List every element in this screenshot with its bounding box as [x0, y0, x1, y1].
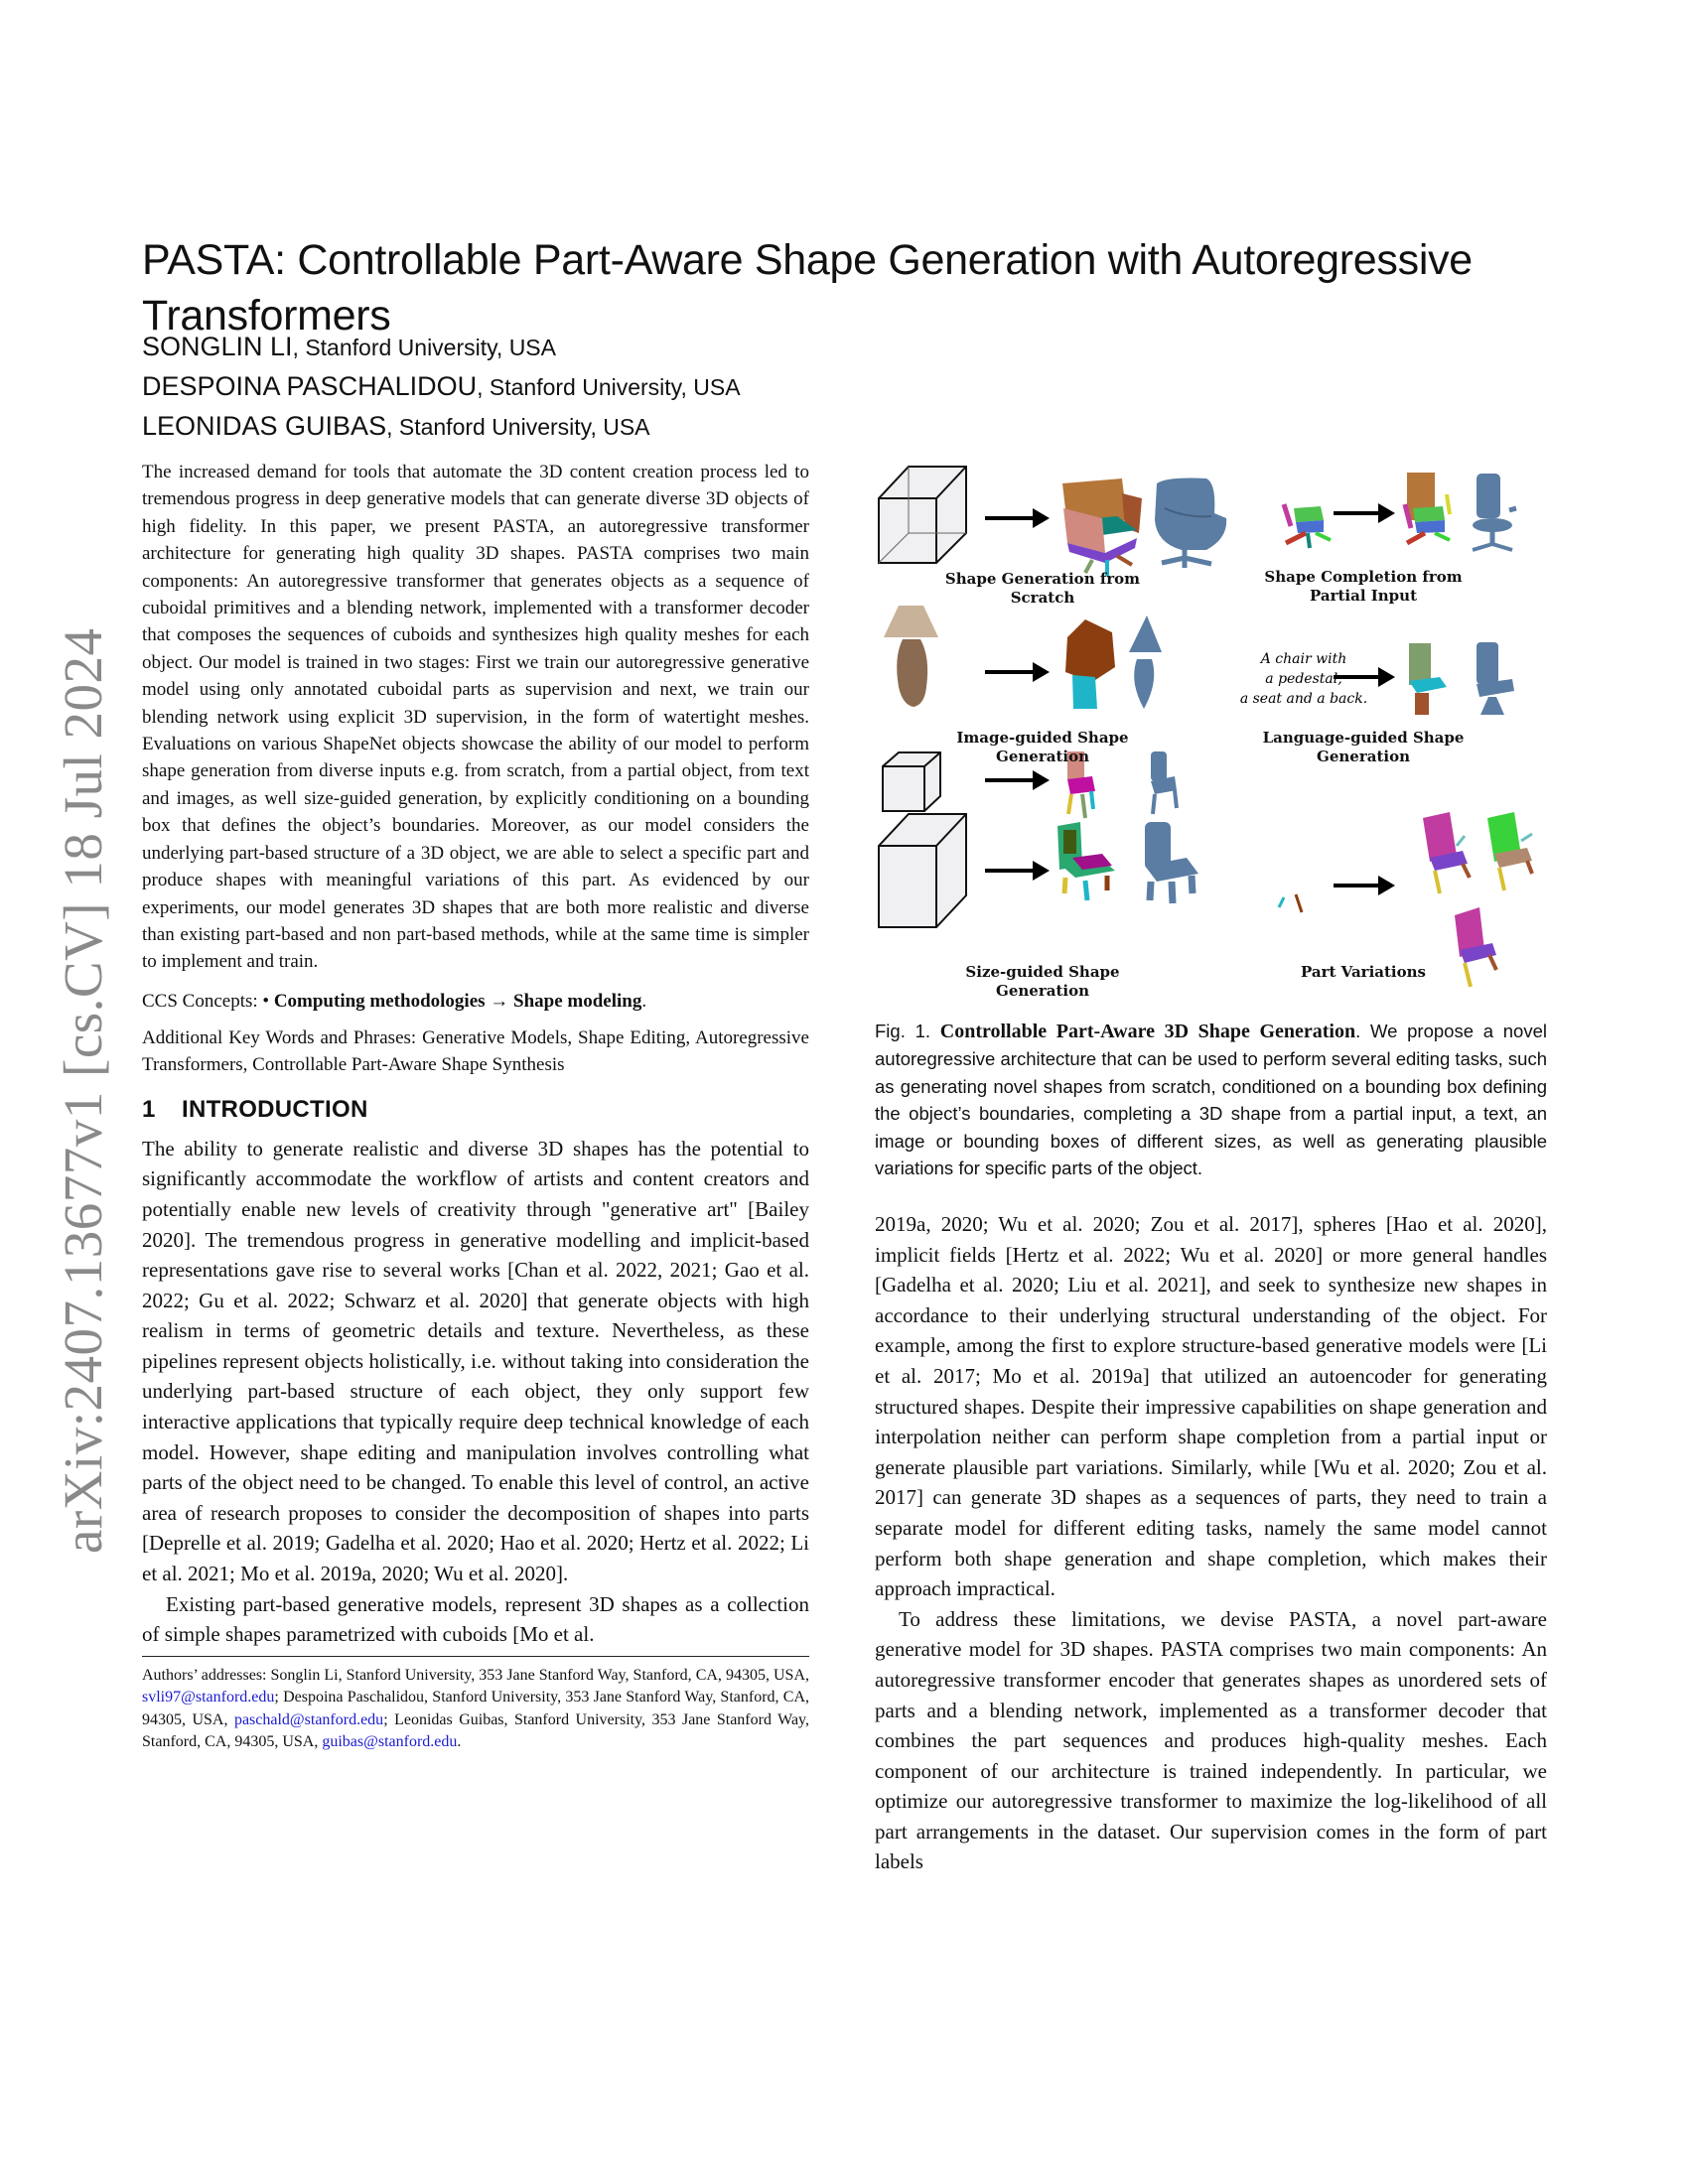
mesh-office-chair: [1473, 474, 1516, 550]
bounding-box-icon-large: [879, 814, 966, 927]
paragraph: 2019a, 2020; Wu et al. 2020; Zou et al. 2017], spheres [Hao et al. 2020], implicit fields [Hertz et al. 2022; Wu et al. 2020] or more general handles [Gadelha et al. 2020; Liu et al. 2021], and seek to synthesize new shapes in accordance to their underlying structural understanding of the object. For example, among the first to explore structure-based generative models were [Li et al. 2017; Mo et al. 2019a] that utilized an autoencoder for generating structured shapes. Despite their impressive capabilities on shape generation and interpolation neither can perform shape completion from a partial input or generate plausible part variations. Similarly, while [Wu et al. 2020; Zou et al. 2017] can generate 3D shapes as a sequences of parts, they need to train a separate model for different editing tasks, namely the same model cannot perform both shape generation and shape completion, which makes their approach impractical.: [875, 1212, 1547, 1601]
mesh-pedestal-chair: [1477, 642, 1514, 715]
paper-title: PASTA: Controllable Part-Aware Shape Generation with Autoregressive Transformers: [142, 235, 1473, 340]
label-line: Shape Generation from: [944, 570, 1141, 588]
author-entry: [142, 407, 741, 447]
arxiv-identifier-stamp: arXiv:2407.13677v1 [cs.CV] 18 Jul 2024: [53, 627, 113, 1554]
panel-label-image-guided: [928, 729, 1157, 766]
part-pedestal-chair: [1409, 643, 1447, 715]
author-affiliation: , Stanford University, USA: [292, 335, 556, 360]
completed-part-chair: [1405, 473, 1450, 543]
left-column: [142, 459, 809, 1754]
label-line: Image-guided Shape: [956, 729, 1129, 747]
ccs-label: CCS Concepts: •: [142, 990, 274, 1012]
caption-title: Controllable Part-Aware 3D Shape Generation: [939, 1021, 1356, 1042]
figure-illustration: [869, 449, 1554, 1005]
author-entry: [142, 328, 741, 367]
arrow-icon: [985, 861, 1050, 881]
paragraph: To address these limitations, we devise PASTA, a novel part-aware generative model for 3D shapes. PASTA comprises two main components: An autoregressive transformer encoder that generates shapes as unordered sets of parts and a blending network, implemented as a transformer decoder that combines the part sequences and produces high-quality meshes. Each component of our architecture is trained independently. In particular, we optimize our autoregressive transformer to maximize the log-likelihood of all part arrangements in the dataset. Our supervision comes in the form of part labels: [875, 1606, 1547, 1874]
arrow-icon: [1334, 667, 1395, 687]
mesh-lamp: [1129, 615, 1162, 709]
email-link[interactable]: svli97@stanford.edu: [142, 1689, 275, 1706]
label-line: Generation: [996, 748, 1089, 765]
caption-prefix: Fig. 1.: [875, 1021, 940, 1041]
input-parts: [1279, 894, 1302, 912]
footnote-text: ; Leonidas Guibas, Stanford University, 353 Jane Stanford Way, Stanford, CA, 94305, USA,: [142, 1710, 810, 1751]
label-line: Generation: [1317, 748, 1410, 765]
email-link[interactable]: guibas@stanford.edu: [322, 1733, 458, 1751]
label-line: Scratch: [1010, 589, 1075, 607]
label-line: Partial Input: [1309, 587, 1417, 605]
section-heading-introduction: [142, 1094, 809, 1126]
author-name: DESPOINA PASCHALIDOU: [142, 371, 478, 401]
ccs-concepts: [142, 988, 809, 1015]
panel-label-completion: [1244, 568, 1482, 606]
section-number: 1: [142, 1095, 156, 1123]
section-title: INTRODUCTION: [182, 1095, 368, 1123]
arrow-icon: [1334, 876, 1395, 895]
part-chair-armchair: [1062, 478, 1142, 576]
arrow-icon: [985, 508, 1050, 528]
lamp-photo: [884, 606, 938, 707]
paragraph: Existing part-based generative models, represent 3D shapes as a collection of simple shapes parametrized with cuboids [Mo et al.: [142, 1591, 809, 1647]
mesh-chair-large: [1145, 822, 1198, 903]
author-name: LEONIDAS GUIBAS: [142, 411, 387, 441]
mesh-chair-armchair: [1155, 478, 1226, 568]
caption-text: . We propose a novel autoregressive architecture that can be used to perform several editing tasks, such as generating novel shapes from scratch, conditioned on a bounding box defining the object’s boundaries, completing a 3D shape from a partial input, a text, an image or bounding boxes of different sizes, as well as generating plausible variations for specific parts of the object.: [875, 1021, 1547, 1179]
bounding-box-icon: [879, 467, 966, 563]
arrow-icon: [985, 662, 1050, 682]
keywords: Additional Key Words and Phrases: Generative Models, Shape Editing, Autoregressive Transformers, Controllable Part-Aware Shape Synthesis: [142, 1026, 809, 1075]
author-affiliation: , Stanford University, USA: [386, 414, 650, 440]
part-variation-chair: [1487, 812, 1532, 890]
footnote-text: .: [457, 1733, 462, 1751]
footnote-text: Authors’ addresses: Songlin Li, Stanford University, 353 Jane Stanford Way, Stanford, CA, 94305, USA,: [142, 1666, 809, 1684]
author-list: [142, 328, 741, 447]
introduction-left-body: [142, 1134, 809, 1650]
footnote-divider: [142, 1656, 809, 1657]
author-addresses-footnote: [142, 1665, 809, 1754]
introduction-right-body: [875, 1209, 1547, 1877]
label-line: Generation: [996, 982, 1089, 1000]
part-chair-large: [1057, 822, 1115, 900]
author-name: SONGLIN LI: [142, 332, 293, 361]
panel-label-part-variations: [1244, 963, 1482, 982]
label-line: Shape Completion from: [1264, 568, 1463, 586]
email-link[interactable]: paschald@stanford.edu: [233, 1710, 384, 1728]
panel-label-size-guided: [928, 963, 1157, 1001]
ccs-end: .: [641, 990, 647, 1012]
abstract-text: The increased demand for tools that automate the 3D content creation process led to tremendous progress in deep generative models that can generate diverse 3D objects of high fidelity. In this paper, we present PASTA, an autoregressive transformer architecture for generating high quality 3D shapes. PASTA comprises two main components: An autoregressive transformer that generates objects as a sequence of cuboidal primitives and a blending network, implemented with a transformer decoder that composes the sequences of cuboids and synthesizes high quality meshes for each object. Our model is trained in two stages: First we train our autoregressive generative model using only annotated cuboidal parts as supervision and next, we train our blending network using explicit 3D supervision, in the form of watertight meshes. Evaluations on various ShapeNet objects showcase the ability of our model to perform shape generation from diverse inputs e.g. from scratch, from a partial object, from text and images, as well size-guided generation, by explicitly conditioning on a bounding box that defines the object’s boundaries. Moreover, as our model considers the underlying part-based structure of a 3D object, we are able to select a specific part and produce shapes with meaningful variations of this part. As evidenced by our experiments, our model generates 3D shapes that are both more realistic and diverse than existing part-based and non part-based methods, while at the same time is simpler to implement and train.: [142, 462, 809, 973]
panel-label-scratch: [928, 570, 1157, 608]
label-line: Size-guided Shape: [965, 963, 1120, 981]
arrow-icon: [1334, 503, 1395, 523]
text-prompt-line: a seat and a back.: [1239, 691, 1368, 707]
text-prompt-line: A chair with: [1260, 651, 1347, 667]
label-line: Part Variations: [1301, 963, 1426, 981]
footnote-text: ; Despoina Paschalidou, Stanford University, 353 Jane Stanford Way, Stanford, CA, 94305, USA,: [142, 1689, 809, 1728]
part-variation-chair: [1423, 812, 1470, 893]
figure-caption: [875, 1018, 1547, 1181]
arrow-icon: [985, 770, 1050, 790]
author-affiliation: , Stanford University, USA: [477, 374, 741, 400]
author-entry: [142, 367, 741, 407]
ccs-concept: Computing methodologies → Shape modeling: [273, 990, 642, 1012]
figure-1-teaser: [869, 449, 1554, 1005]
paragraph: The ability to generate realistic and diverse 3D shapes has the potential to significantly accommodate the workflow of artists and content creators and potentially enable new levels of creativity through "generative art" [Bailey 2020]. The tremendous progress in generative modelling and implicit-based representations gave rise to several works [Chan et al. 2022, 2021; Gao et al. 2022; Gu et al. 2022; Schwarz et al. 2020] that generate objects with high realism in terms of geometric details and texture. Nevertheless, as these pipelines represent objects holistically, i.e. without taking into consideration the underlying part-based structure of each object, they only support few interactive applications that typically require deep technical knowledge of each model. However, shape editing and manipulation involves controlling what parts of the object need to be changed. To enable this level of control, an active area of research proposes to consider the decomposition of shapes into parts [Deprelle et al. 2019; Gadelha et al. 2020; Hao et al. 2020; Hertz et al. 2022; Li et al. 2021; Mo et al. 2019a, 2020; Wu et al. 2020].: [142, 1136, 809, 1586]
label-line: Language-guided Shape: [1262, 729, 1465, 747]
abstract: [142, 459, 809, 976]
panel-label-language-guided: [1234, 729, 1492, 766]
partial-input-chair: [1284, 504, 1331, 548]
text-prompt-line: a pedestal,: [1265, 671, 1342, 687]
part-lamp: [1065, 619, 1115, 709]
